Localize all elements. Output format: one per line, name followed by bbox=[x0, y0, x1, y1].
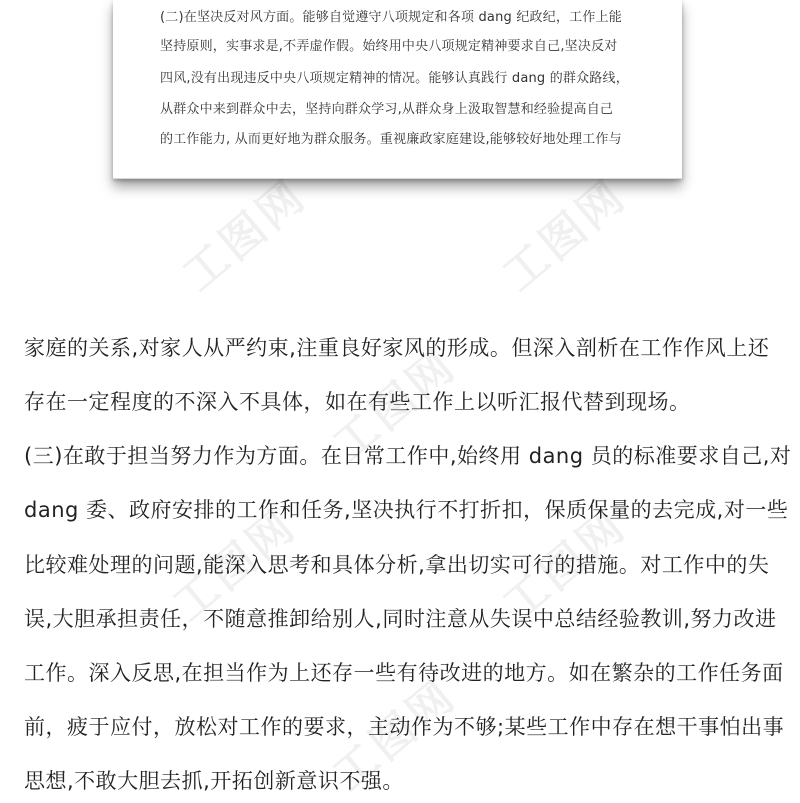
body-line: 误,大胆承担责任，不随意推卸给别人,同时注意从失误中总结经验教训,努力改进 bbox=[24, 607, 777, 631]
watermark-logo: 工图网 bbox=[493, 499, 637, 632]
inset-line: 坚持原则，实事求是,不弄虚作假。始终用中央八项规定精神要求自己,坚决反对 bbox=[160, 39, 618, 54]
inset-line: (二)在坚决反对风方面。能够自觉遵守八项规定和各项 dang 纪政纪，工作上能 bbox=[160, 10, 622, 25]
inset-line: 的工作能力, 从而更好地为群众服务。重视廉政家庭建设,能够较好地处理工作与 bbox=[160, 132, 622, 147]
watermark-logo: 工图网 bbox=[493, 169, 637, 302]
watermark-logo: 工图网 bbox=[323, 669, 467, 802]
watermark-logo: 工图网 bbox=[323, 339, 467, 472]
body-line: 工作。深入反思,在担当作为上还存一些有待改进的地方。如在繁杂的工作任务面 bbox=[24, 661, 784, 685]
inset-line: 四风,没有出现违反中央八项规定精神的情况。能够认真践行 dang 的群众路线， bbox=[160, 71, 629, 86]
body-line: 家庭的关系,对家人从严约束,注重良好家风的形成。但深入剖析在工作作风上还 bbox=[24, 336, 770, 360]
body-line: 前，疲于应付，放松对工作的要求，主动作为不够;某些工作中存在想干事怕出事 bbox=[24, 715, 785, 739]
body-line: 比较难处理的问题,能深入思考和具体分析,拿出切实可行的措施。对工作中的失 bbox=[24, 553, 770, 577]
body-line: 存在一定程度的不深入不具体，如在有些工作上以听汇报代替到现场。 bbox=[24, 390, 691, 414]
inset-document-page bbox=[113, 0, 682, 179]
watermark-logo: 工图网 bbox=[163, 499, 307, 632]
body-line: (三)在敢于担当努力作为方面。在日常工作中,始终用 dang 员的标准要求自己,对 bbox=[24, 444, 792, 468]
body-line: 思想,不敢大胆去抓,开拓创新意识不强。 bbox=[24, 769, 404, 793]
watermark-logo: 工图网 bbox=[173, 169, 317, 302]
inset-line: 从群众中来到群众中去，坚持向群众学习,从群众身上汲取智慧和经验提高自己 bbox=[160, 102, 614, 117]
body-line: dang 委、政府安排的工作和任务,坚决执行不打折扣，保质保量的去完成,对一些 bbox=[24, 498, 789, 522]
